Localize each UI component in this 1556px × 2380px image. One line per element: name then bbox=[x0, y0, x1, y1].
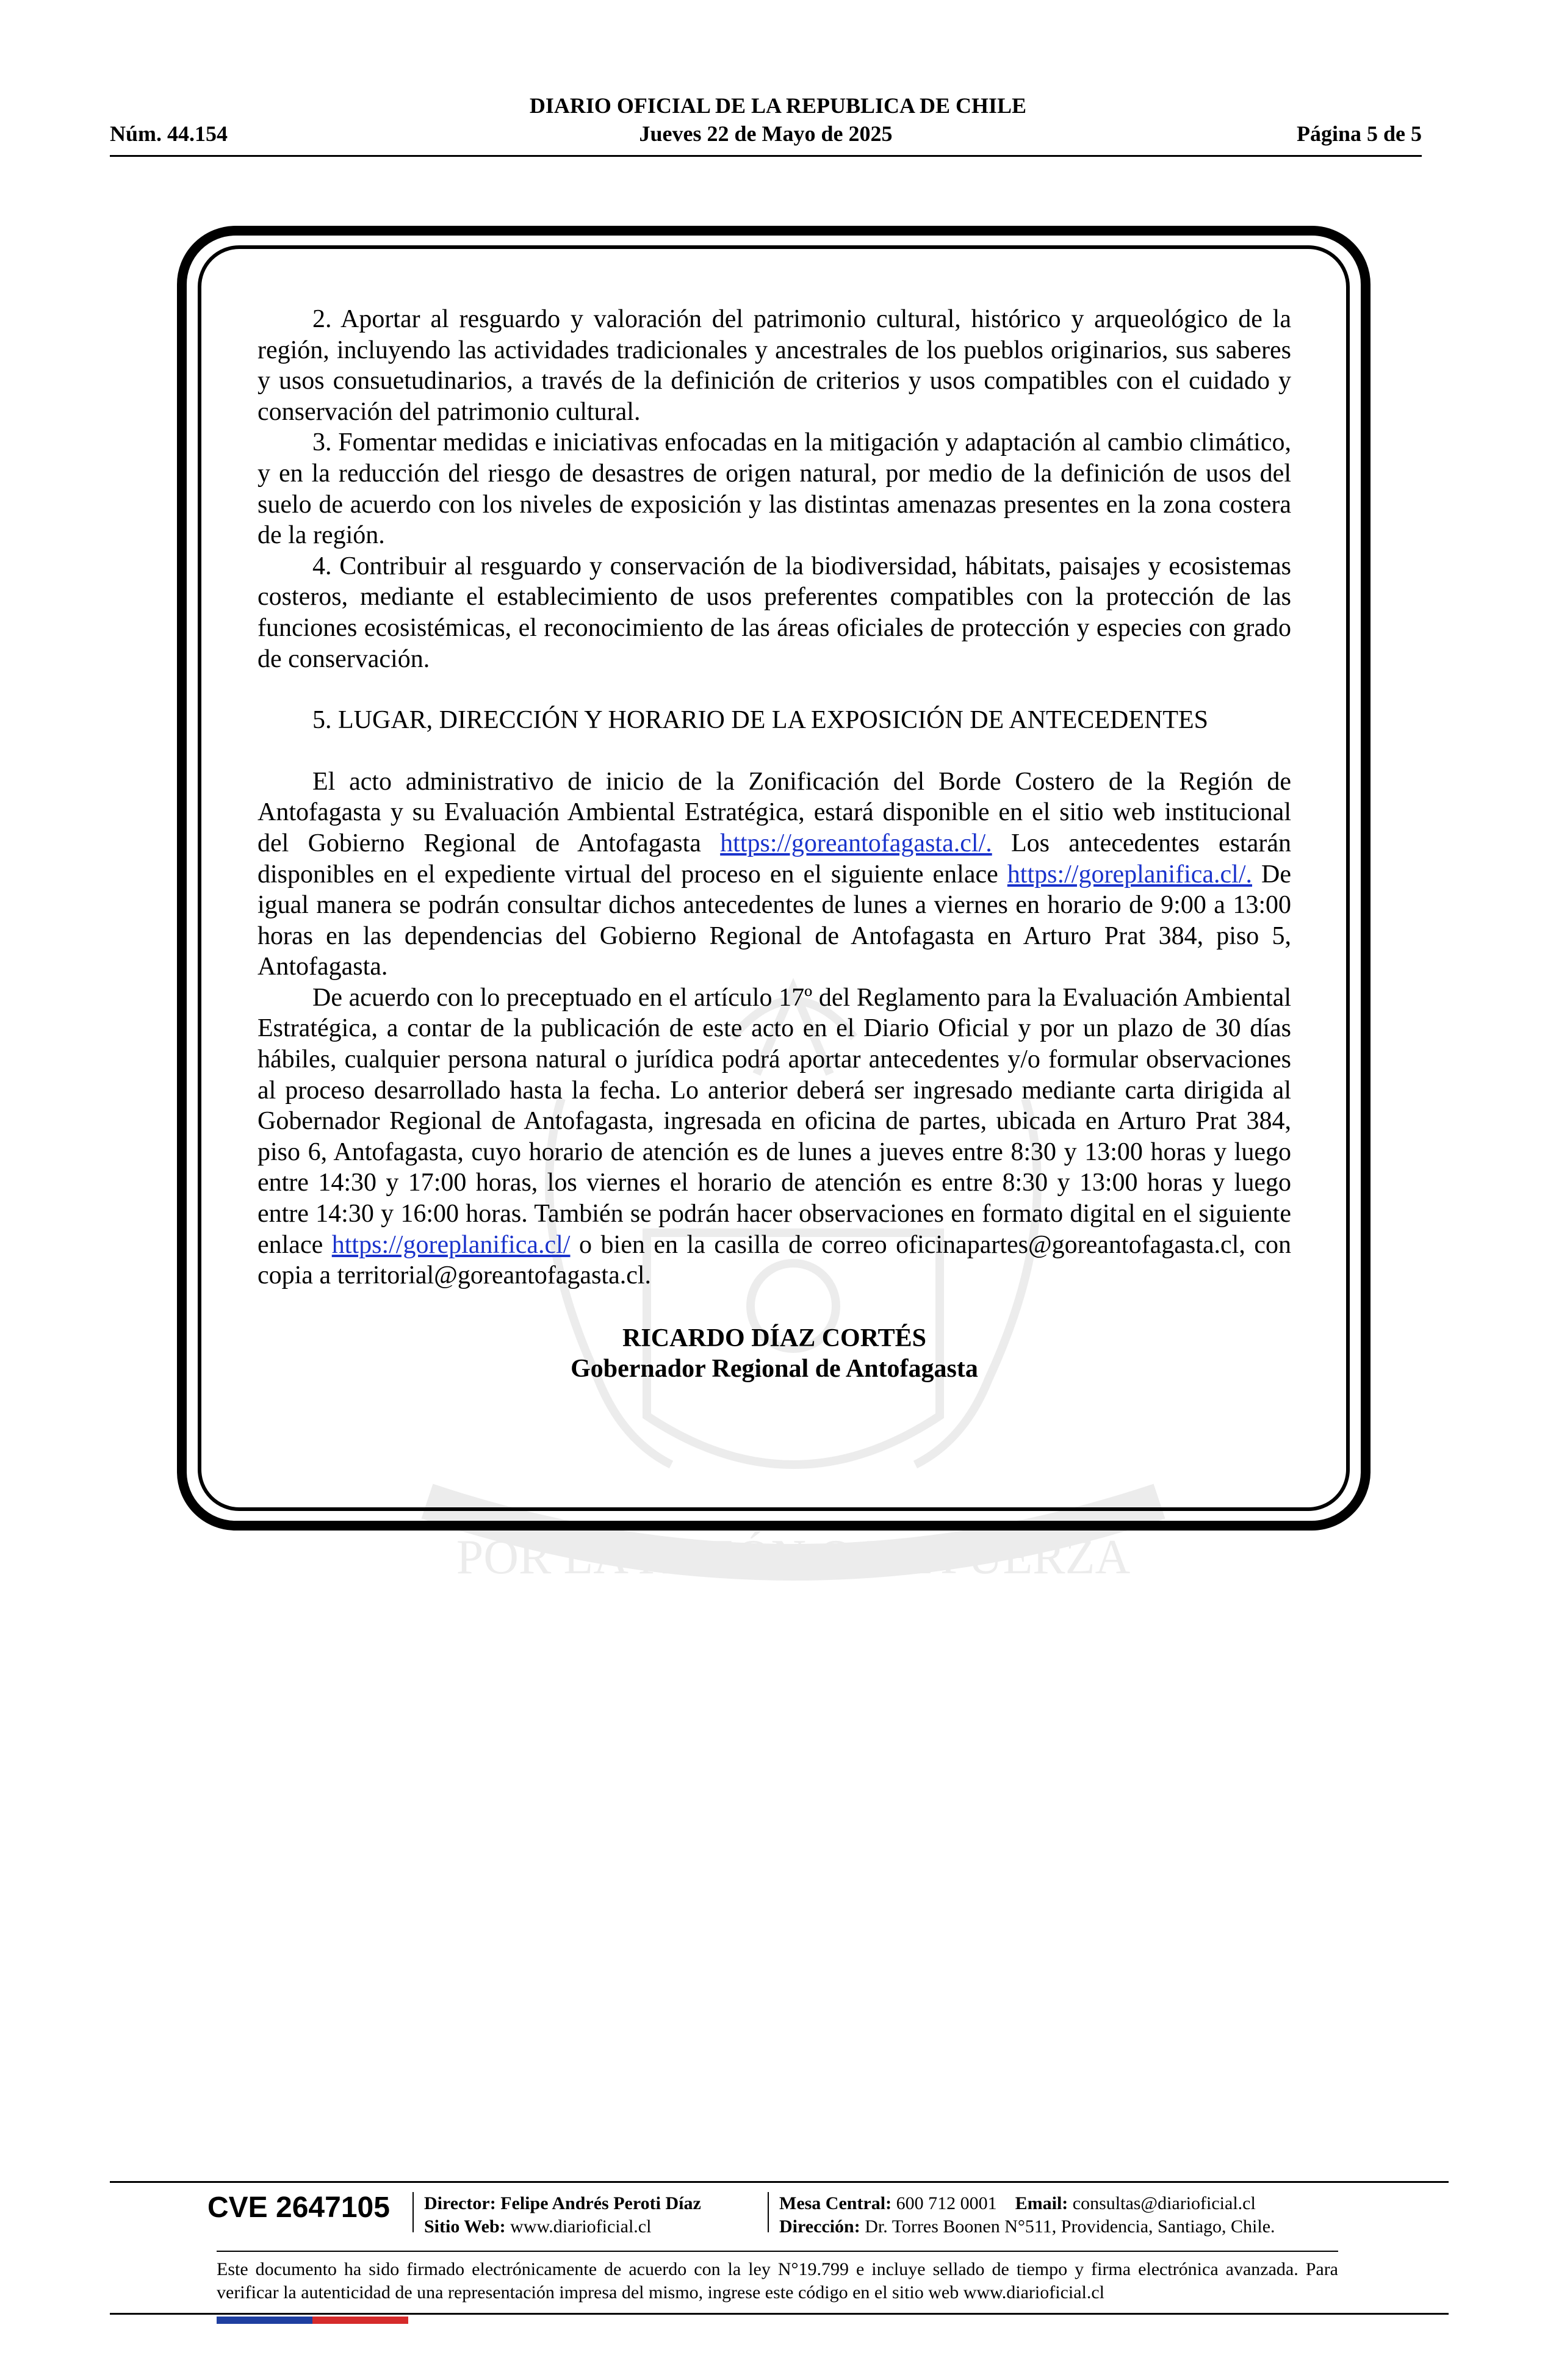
flag-blue-segment bbox=[217, 2317, 312, 2324]
signature-name: RICARDO DÍAZ CORTÉS bbox=[622, 1324, 926, 1352]
paragraph-objective-3: 3. Fomentar medidas e iniciativas enfocadas en la mitigación y adaptación al cambio climático, y en la reducción del riesgo de desastres de origen natural, por medio de la definición de usos del suelo de acuerdo con los niveles de exposición y las distintas amenazas presentes en la zona costera de la región. bbox=[258, 428, 1291, 550]
section-5-title: 5. LUGAR, DIRECCIÓN Y HORARIO DE LA EXPOSICIÓN DE ANTECEDENTES bbox=[312, 706, 1209, 735]
flag-color-bar bbox=[217, 2317, 408, 2324]
address-value: Dr. Torres Boonen N°511, Providencia, Santiago, Chile. bbox=[865, 2216, 1275, 2237]
footer-separator bbox=[768, 2192, 769, 2232]
legal-notice: Este documento ha sido firmado electrónicamente de acuerdo con la ley N°19.799 e incluye sellado de tiempo y firma electrónica avanzada. Para verificar la autenticidad de una representación impresa del mismo, ingrese este código en el sitio web www.diarioficial.cl bbox=[217, 2259, 1338, 2302]
email-label: Email: bbox=[1015, 2193, 1068, 2213]
text-segment: Los antecedentes estarán disponibles en el expediente virtual del proceso en el siguiente enlace bbox=[258, 829, 1291, 889]
link-goreplanifica-2[interactable]: https://goreplanifica.cl/ bbox=[331, 1230, 571, 1259]
page-indicator: Página 5 de 5 bbox=[1296, 121, 1422, 146]
newspaper-title: DIARIO OFICIAL DE LA REPUBLICA DE CHILE bbox=[529, 93, 1027, 118]
cve-code: CVE 2647105 bbox=[207, 2191, 390, 2224]
director-label: Director: bbox=[424, 2193, 496, 2213]
watermark-motto: POR LA RAZÓN O LA FUERZA bbox=[456, 1531, 1131, 1584]
issue-date: Jueves 22 de Mayo de 2025 bbox=[639, 121, 893, 146]
text-segment: De igual manera se podrán consultar dichos antecedentes de lunes a viernes en horario de 9:00 a 13:00 horas en las dependencias del Gobierno Regional de Antofagasta en Arturo Prat 384, piso 5, Antofagasta. bbox=[258, 860, 1291, 981]
signature-block bbox=[258, 1323, 1291, 1385]
document-body bbox=[258, 304, 1291, 1385]
paragraph-objective-4: 4. Contribuir al resguardo y conservación de la biodiversidad, hábitats, paisajes y ecosistemas costeros, mediante el establecimiento de usos preferentes compatibles con la protección de las funciones ecosistémicas, el reconocimiento de las áreas oficiales de protección y especies con grado de conservación. bbox=[258, 552, 1291, 673]
footer-divider-middle bbox=[217, 2251, 1338, 2252]
header-row bbox=[110, 121, 1422, 149]
text-segment: El acto administrativo de inicio de la Zonificación del Borde Costero de la Región de Antofagasta y su Evaluación Ambiental Estratégica, estará disponible en el sitio web institucional del Gobierno Regional de Antofagasta bbox=[258, 767, 1291, 857]
paragraph-observations bbox=[258, 983, 1291, 1291]
paragraph-objective-2: 2. Aportar al resguardo y valoración del patrimonio cultural, histórico y arqueológico de la región, incluyendo las actividades tradicionales y ancestrales de los pueblos originarios, sus saberes y usos consuetudinarios, a través de la definición de criterios y usos compatibles con el cuidado y conservación del patrimonio cultural. bbox=[258, 305, 1291, 426]
signature-title: Gobernador Regional de Antofagasta bbox=[571, 1355, 978, 1383]
footer-contact-column bbox=[779, 2192, 1275, 2238]
header-divider bbox=[110, 155, 1422, 157]
flag-red-segment bbox=[312, 2317, 408, 2324]
text-segment: o bien en la casilla de correo oficinapartes@goreantofagasta.cl, con copia a territorial@goreantofagasta.cl. bbox=[258, 1230, 1291, 1290]
link-goreplanifica[interactable]: https://goreplanifica.cl/. bbox=[1007, 860, 1252, 889]
email-value: consultas@diarioficial.cl bbox=[1072, 2193, 1256, 2213]
link-goreantofagasta[interactable]: https://goreantofagasta.cl/. bbox=[720, 829, 992, 857]
footer-separator bbox=[412, 2192, 414, 2232]
web-label: Sitio Web: bbox=[424, 2216, 506, 2237]
director-name: Felipe Andrés Peroti Díaz bbox=[500, 2193, 701, 2213]
paragraph-exposition bbox=[258, 766, 1291, 983]
footer-divider-bottom bbox=[110, 2313, 1449, 2315]
issue-number: Núm. 44.154 bbox=[110, 121, 228, 146]
text-segment: De acuerdo con lo preceptuado en el artículo 17º del Reglamento para la Evaluación Ambiental Estratégica, a contar de la publicación de este acto en el Diario Oficial y por un plazo de 30 días hábiles, cualquier persona natural o jurídica podrá aportar antecedentes y/o formular observaciones al proceso desarrollado hasta la fecha. Lo anterior deberá ser ingresado mediante carta dirigida al Gobernador Regional de Antofagasta, ingresada en oficina de partes, ubicada en Arturo Prat 384, piso 6, Antofagasta, cuyo horario de atención es de lunes a jueves entre 8:30 y 13:00 horas y luego entre 14:30 y 17:00 horas, los viernes el horario de atención es entre 8:30 y 13:00 horas y luego entre 14:30 y 16:00 horas. También se podrán hacer observaciones en formato digital en el siguiente enlace bbox=[258, 983, 1291, 1259]
address-label: Dirección: bbox=[779, 2216, 860, 2237]
mesa-label: Mesa Central: bbox=[779, 2193, 892, 2213]
mesa-value: 600 712 0001 bbox=[896, 2193, 997, 2213]
footer-divider-top bbox=[110, 2181, 1449, 2183]
footer-director-column bbox=[424, 2192, 701, 2238]
web-value: www.diarioficial.cl bbox=[510, 2216, 652, 2237]
